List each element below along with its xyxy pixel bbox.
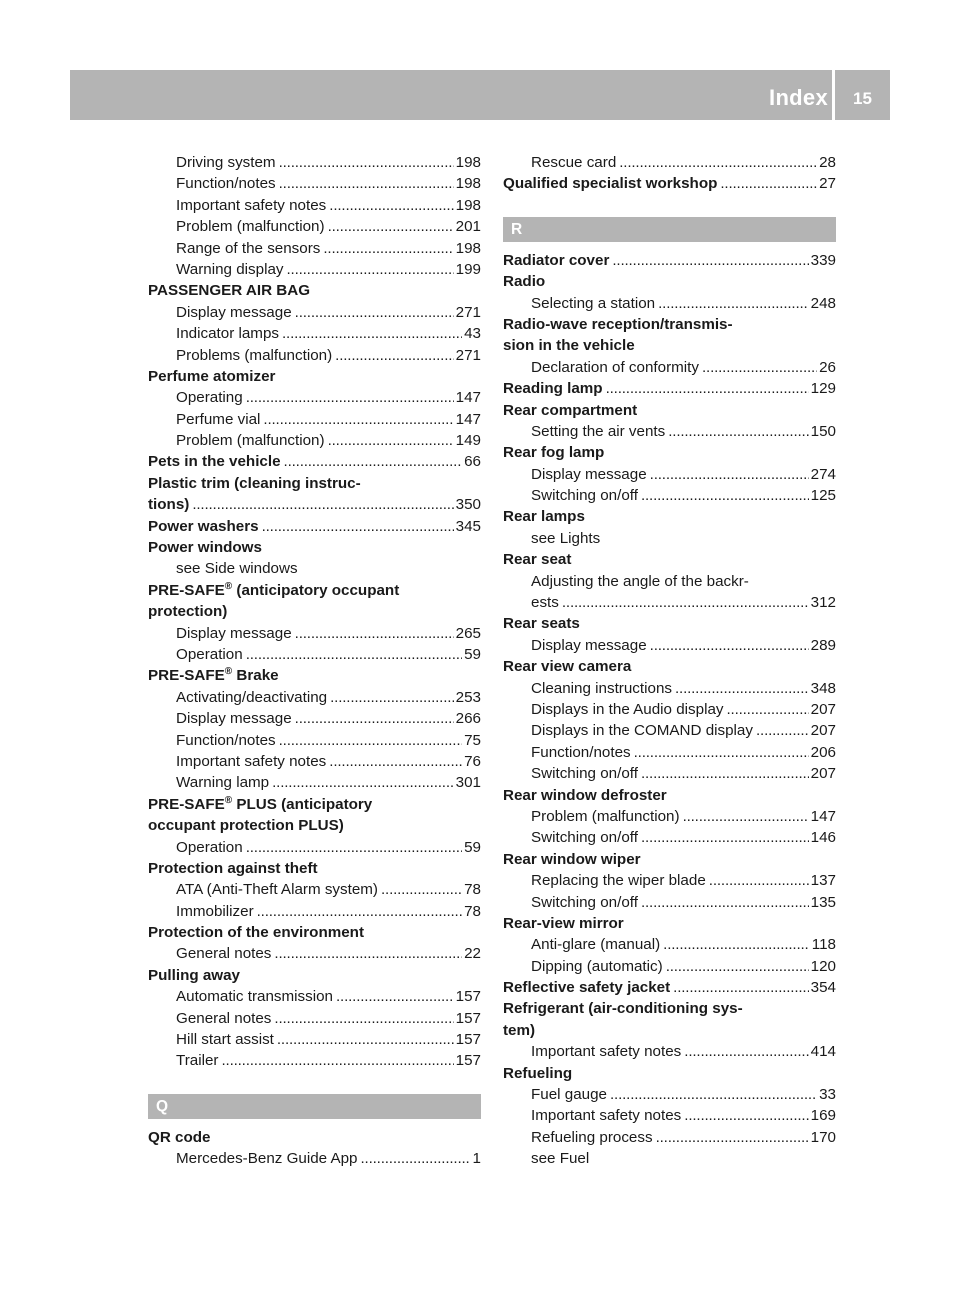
page-ref: 199 — [455, 260, 481, 278]
page-ref: 43 — [464, 325, 481, 343]
index-heading: Rear-view mirror — [503, 914, 624, 932]
page-ref: 78 — [464, 902, 481, 920]
index-entry[interactable]: Declaration of conformity . . . 26 — [503, 357, 836, 378]
index-entry[interactable]: Driving system . . . 198 — [148, 152, 481, 173]
page-ref: 22 — [464, 945, 481, 963]
index-entry[interactable]: Display message . . . 266 — [148, 708, 481, 729]
index-heading: QR code — [148, 1128, 211, 1146]
index-entry[interactable]: Switching on/off . . . 207 — [503, 763, 836, 784]
index-entry[interactable]: Important safety notes . . . 414 — [503, 1041, 836, 1062]
page-ref: 350 — [455, 496, 481, 514]
page-ref: 348 — [810, 679, 836, 697]
page-ref: 120 — [810, 957, 836, 975]
page-ref: 301 — [455, 774, 481, 792]
page-ref: 266 — [455, 710, 481, 728]
index-entry[interactable]: Problems (malfunction) . . . 271 — [148, 345, 481, 366]
page-ref: 66 — [464, 453, 481, 471]
index-entry[interactable]: Display message . . . 274 — [503, 464, 836, 485]
index-entry[interactable]: ATA (Anti-Theft Alarm system) . . . 78 — [148, 879, 481, 900]
index-entry-label: Adjusting the angle of the backr- — [531, 572, 749, 590]
index-entry[interactable]: Warning lamp . . . 301 — [148, 772, 481, 793]
index-entry[interactable]: Warning display . . . 199 — [148, 259, 481, 280]
page-ref: 149 — [455, 432, 481, 450]
index-entry[interactable]: Problem (malfunction) . . . 147 — [503, 806, 836, 827]
page-ref: 198 — [455, 154, 481, 171]
index-entry[interactable]: Function/notes . . . 198 — [148, 173, 481, 194]
index-heading-entry[interactable]: Reflective safety jacket . . . 354 — [503, 977, 836, 998]
index-entry[interactable]: Operation . . . 59 — [148, 644, 481, 665]
index-heading: sion in the vehicle — [503, 337, 635, 355]
registered-mark: ® — [224, 794, 233, 806]
page-ref: 169 — [810, 1107, 836, 1125]
index-entry[interactable]: Important safety notes . . . 198 — [148, 195, 481, 216]
page-ref: 289 — [810, 636, 836, 654]
page-ref: 78 — [464, 881, 481, 899]
index-see-ref[interactable]: see Lights — [531, 529, 601, 547]
page-ref: 118 — [811, 936, 836, 954]
index-entry[interactable]: Hill start assist . . . 157 — [148, 1029, 481, 1050]
page-ref: 147 — [455, 389, 481, 407]
index-heading: Refueling — [503, 1064, 573, 1082]
page-ref: 147 — [455, 410, 481, 428]
page-ref: 76 — [464, 752, 481, 770]
index-entry[interactable]: Cleaning instructions . . . 348 — [503, 678, 836, 699]
page-ref: 339 — [810, 251, 836, 269]
index-entry[interactable]: ests . . . 312 — [503, 592, 836, 613]
section-letter-bar: Q — [148, 1094, 481, 1119]
index-heading: Protection against theft — [148, 859, 318, 877]
index-entry[interactable]: Replacing the wiper blade . . . 137 — [503, 870, 836, 891]
index-heading: Rear compartment — [503, 401, 638, 419]
index-heading: Refrigerant (air-conditioning sys- — [503, 1000, 743, 1018]
index-entry[interactable]: Rescue card . . . 28 — [503, 152, 836, 173]
index-heading: protection) — [148, 603, 228, 621]
index-heading: Protection of the environment — [148, 924, 365, 942]
page-ref: 75 — [464, 731, 481, 749]
index-see-ref[interactable]: see Fuel — [531, 1150, 590, 1168]
index-heading: PRE-SAFE® PLUS (anticipatory — [148, 794, 373, 813]
index-heading: PRE-SAFE® Brake — [148, 666, 279, 685]
index-heading-entry[interactable]: Power washers . . . 345 — [148, 516, 481, 537]
page-ref: 157 — [455, 1031, 481, 1049]
index-entry[interactable]: Perfume vial . . . 147 — [148, 409, 481, 430]
section-letter-bar: R — [503, 217, 836, 242]
index-entry[interactable]: Indicator lamps . . . 43 — [148, 323, 481, 344]
index-entry[interactable]: Immobilizer . . . 78 — [148, 901, 481, 922]
page-ref: 59 — [464, 838, 481, 856]
page-ref: 198 — [455, 196, 481, 214]
index-heading: Rear window defroster — [503, 786, 667, 804]
index-entry[interactable]: Dipping (automatic) . . . 120 — [503, 956, 836, 977]
index-entry[interactable]: Display message . . . 271 — [148, 302, 481, 323]
page-ref: 1 — [472, 1150, 481, 1168]
index-entry[interactable]: Problem (malfunction) . . . 201 — [148, 216, 481, 237]
page-ref: 198 — [455, 239, 481, 257]
index-heading-entry[interactable]: Pets in the vehicle . . . 66 — [148, 451, 481, 472]
index-entry[interactable]: Mercedes-Benz Guide App . . . 1 — [148, 1148, 481, 1169]
page-ref: 150 — [810, 422, 836, 440]
index-heading: Pulling away — [148, 966, 240, 984]
page-ref: 137 — [810, 872, 836, 890]
index-heading: Power windows — [148, 539, 262, 557]
page-ref: 274 — [810, 465, 836, 483]
page-ref: 26 — [819, 358, 836, 376]
page-ref: 170 — [810, 1128, 836, 1146]
page-ref: 248 — [810, 294, 836, 312]
index-heading: Rear fog lamp — [503, 444, 605, 462]
page-ref: 271 — [455, 303, 481, 321]
index-entry[interactable]: Switching on/off . . . 135 — [503, 892, 836, 913]
index-entry[interactable]: Setting the air vents . . . 150 — [503, 421, 836, 442]
page-ref: 354 — [810, 979, 836, 997]
page-ref: 125 — [810, 487, 836, 505]
page-ref: 59 — [464, 645, 481, 663]
page-ref: 414 — [810, 1043, 836, 1061]
index-heading: tem) — [503, 1021, 536, 1039]
index-entry[interactable]: Activating/deactivating . . . 253 — [148, 687, 481, 708]
page-ref: 135 — [810, 893, 836, 911]
registered-mark: ® — [224, 666, 233, 678]
index-heading-entry[interactable]: Radiator cover . . . 339 — [503, 250, 836, 271]
index-heading: PASSENGER AIR BAG — [148, 282, 311, 300]
page-ref: 207 — [810, 700, 836, 718]
index-entry[interactable]: Automatic transmission . . . 157 — [148, 986, 481, 1007]
page-ref: 146 — [810, 829, 836, 847]
index-heading: Plastic trim (cleaning instruc- — [148, 474, 361, 492]
page-ref: 206 — [810, 743, 836, 761]
page-ref: 28 — [819, 154, 836, 171]
page-ref: 129 — [810, 380, 836, 398]
index-entry[interactable]: Trailer . . . 157 — [148, 1050, 481, 1071]
index-entry[interactable]: Important safety notes . . . 76 — [148, 751, 481, 772]
index-entry[interactable]: Selecting a station . . . 248 — [503, 293, 836, 314]
page-ref: 265 — [455, 624, 481, 642]
index-entry[interactable]: Displays in the COMAND display . . . 207 — [503, 720, 836, 741]
index-entry[interactable]: Range of the sensors . . . 198 — [148, 238, 481, 259]
page-ref: 198 — [455, 175, 481, 193]
page-ref: 201 — [455, 218, 481, 236]
page-title: Index — [769, 85, 828, 110]
index-entry[interactable]: General notes . . . 157 — [148, 1008, 481, 1029]
page-ref: 157 — [455, 1009, 481, 1027]
index-entry[interactable]: Switching on/off . . . 146 — [503, 827, 836, 848]
index-heading: Radio — [503, 273, 546, 291]
page-ref: 33 — [819, 1086, 836, 1104]
page-ref: 157 — [455, 1052, 481, 1070]
index-heading: Rear lamps — [503, 508, 585, 526]
index-heading: PRE-SAFE® (anticipatory occupant — [148, 580, 400, 599]
index-heading: Radio-wave reception/transmis- — [503, 315, 733, 333]
index-entry[interactable]: Switching on/off . . . 125 — [503, 485, 836, 506]
registered-mark: ® — [224, 580, 233, 592]
page-ref: 207 — [810, 722, 836, 740]
page-ref: 207 — [810, 765, 836, 783]
index-heading: Rear window wiper — [503, 850, 641, 868]
index-heading-entry[interactable]: Reading lamp . . . 129 — [503, 378, 836, 399]
index-entry[interactable]: Display message . . . 265 — [148, 623, 481, 644]
index-entry[interactable]: Function/notes . . . 75 — [148, 730, 481, 751]
page-ref: 157 — [455, 988, 481, 1006]
page-ref: 147 — [810, 807, 836, 825]
index-entry[interactable]: Problem (malfunction) . . . 149 — [148, 430, 481, 451]
page-ref: 253 — [455, 688, 481, 706]
index-heading-entry[interactable]: tions) . . . 350 — [148, 494, 481, 515]
index-entry[interactable]: Operating . . . 147 — [148, 387, 481, 408]
page-ref: 345 — [455, 517, 481, 535]
index-see-ref[interactable]: see Side windows — [176, 560, 298, 578]
index-entry[interactable]: Important safety notes . . . 169 — [503, 1105, 836, 1126]
index-heading-entry[interactable]: Qualified specialist workshop . . . 27 — [503, 173, 836, 194]
index-entry[interactable]: Fuel gauge . . . 33 — [503, 1084, 836, 1105]
index-heading: Rear seat — [503, 551, 572, 569]
index-entry[interactable]: General notes . . . 22 — [148, 943, 481, 964]
index-heading: Rear seats — [503, 615, 580, 633]
page-ref: 271 — [455, 346, 481, 364]
index-entry[interactable]: Function/notes . . . 206 — [503, 742, 836, 763]
index-entry[interactable]: Refueling process . . . 170 — [503, 1127, 836, 1148]
index-entry[interactable]: Displays in the Audio display . . . 207 — [503, 699, 836, 720]
index-heading: occupant protection PLUS) — [148, 817, 344, 835]
index-entry[interactable]: Display message . . . 289 — [503, 635, 836, 656]
page-ref: 27 — [819, 175, 836, 193]
index-entry[interactable]: Operation . . . 59 — [148, 837, 481, 858]
index-heading: Rear view camera — [503, 658, 632, 676]
page-number: 15 — [853, 89, 872, 108]
page-ref: 312 — [810, 594, 836, 612]
index-heading: Perfume atomizer — [148, 367, 276, 385]
index-entry[interactable]: Anti-glare (manual) . . . 118 — [503, 934, 836, 955]
index-column-right — [503, 152, 836, 1170]
index-column-left — [148, 152, 481, 1170]
